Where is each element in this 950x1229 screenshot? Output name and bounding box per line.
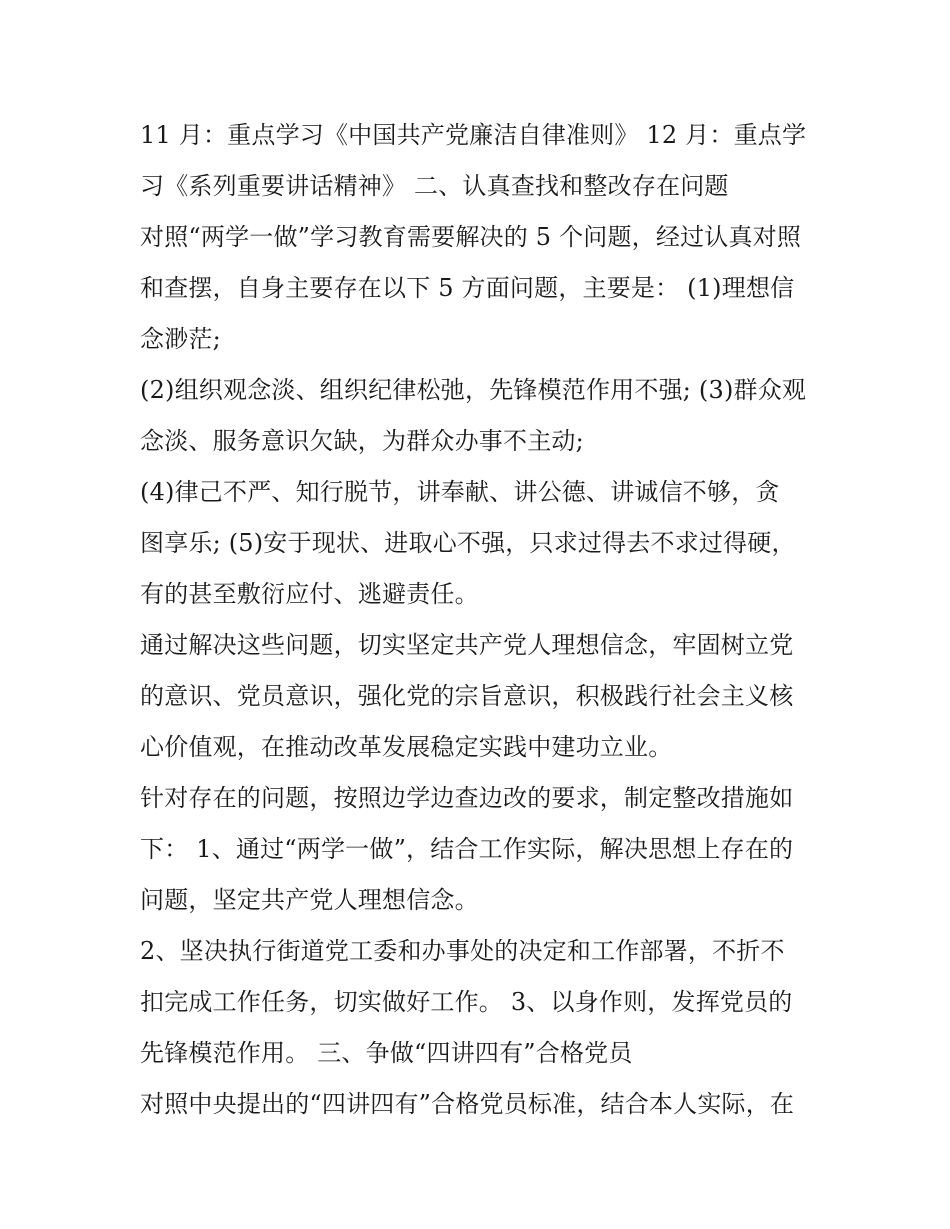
text-line: 念淡、服务意识欠缺，为群众办事不主动; [140,427,584,455]
text-line: 对照中央提出的“四讲四有”合格党员标准，结合本人实际，在 [140,1090,795,1118]
text-line: 的意识、党员意识，强化党的宗旨意识，积极践行社会主义核 [140,682,794,710]
text-line: 下： 1、通过“两学一做”，结合工作实际，解决思想上存在的 [140,835,794,863]
text-line: 习《系列重要讲话精神》 二、认真查找和整改存在问题 [140,172,729,200]
text-line: 11 月：重点学习《中国共产党廉洁自律准则》 12 月：重点学 [140,121,807,149]
text-line: (4)律己不严、知行脱节，讲奉献、讲公德、讲诚信不够，贪 [140,478,780,506]
text-line: 有的甚至敷衍应付、逃避责任。 [140,580,479,608]
text-line: 通过解决这些问题，切实坚定共产党人理想信念，牢固树立党 [140,631,794,659]
text-line: 先锋模范作用。 三、争做“四讲四有”合格党员 [140,1039,633,1067]
text-line: 针对存在的问题，按照边学边查边改的要求，制定整改措施如 [140,784,794,812]
text-line: 念渺茫; [140,325,221,353]
text-line: 对照“两学一做”学习教育需要解决的 5 个问题，经过认真对照 [140,223,802,251]
text-line: 图享乐; (5)安于现状、进取心不强，只求过得去不求过得硬， [140,529,796,557]
text-line: 2、坚决执行街道党工委和办事处的决定和工作部署，不折不 [140,937,785,965]
text-line: 心价值观，在推动改革发展稳定实践中建功立业。 [140,733,673,761]
text-line: (2)组织观念淡、组织纪律松弛，先锋模范作用不强; (3)群众观 [140,376,807,404]
text-line: 扣完成工作任务，切实做好工作。 3、以身作则，发挥党员的 [140,988,793,1016]
text-line: 和查摆，自身主要存在以下 5 方面问题，主要是： (1)理想信 [140,274,795,302]
document-body [140,110,820,1130]
text-line: 问题，坚定共产党人理想信念。 [140,886,479,914]
